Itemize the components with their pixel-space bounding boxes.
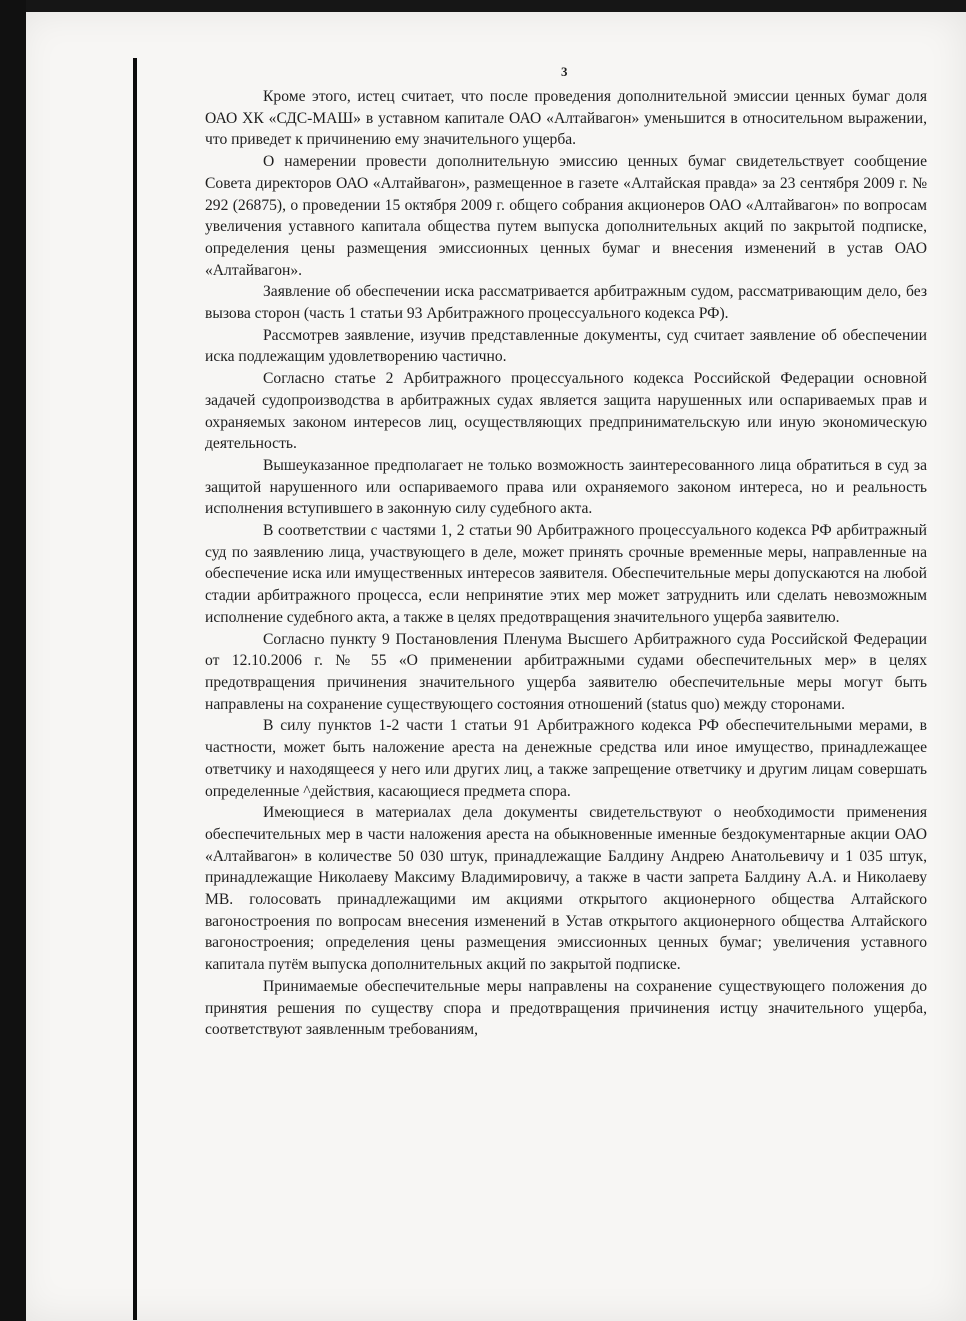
paragraph: Кроме этого, истец считает, что после проведения дополнительной эмиссии ценных бумаг доля ОАО ХК «СДС-МАШ» в уставном капитале ОАО «Алтайвагон» уменьшится в относительном выражении, что приведет к причинению ему значительного ущерба. <box>205 88 927 149</box>
paragraph: Имеющиеся в материалах дела документы свидетельствуют о необходимости применения обеспечительных мер в части наложения ареста на обыкновенные именные бездокументарные акции ОАО «Алтайвагон» в количестве 50 030 штук, принадлежащие Балдину Андрею Анатольевичу и 1 035 штук, принадлежащие Николаеву Максиму Владимировичу, а также в части запрета Балдину А.А. и Николаеву МВ. голосовать принадлежащими им акциями открытого акционерного общества Алтайского вагоностроения по вопросам внесения изменений в Устав открытого акционерного общества Алтайского вагоностроения; определения цены размещения эмиссионных ценных бумаг; увеличения уставного капитала путём выпуска дополнительных акций по закрытой подписке. <box>205 804 927 974</box>
paragraph: Вышеуказанное предполагает не только возможность заинтересованного лица обратиться в суд за защитой нарушенного или оспариваемого права или охраняемого законом интереса, но и реальность исполнения вступившего в законную силу судебного акта. <box>205 456 927 518</box>
paragraph: Принимаемые обеспечительные меры направлены на сохранение существующего положения до принятия решения по существу спора и предотвращения причинения истцу значительного ущерба, соответствуют заявленным требованиям, <box>205 977 927 1039</box>
paragraph: Согласно пункту 9 Постановления Пленума Высшего Арбитражного суда Российской Федерации от 12.10.2006 г. № 55 «О применении арбитражными судами обеспечительных мер» в целях предотвращения причинения значительного ущерба заявителю обеспечительные меры могут быть направлены на сохранение существующего состояния отношений (status quo) между сторонами. <box>205 630 927 713</box>
margin-line <box>133 58 137 1320</box>
document-body <box>205 86 927 1041</box>
scan-left-edge <box>0 0 26 1321</box>
paragraph: Согласно статье 2 Арбитражного процессуального кодекса Российской Федерации основной задачей судопроизводства в арбитражных судах является защита нарушенных или оспариваемых прав и охраняемых законом интересов лиц, осуществляющих предпринимательскую или иную экономическую деятельность. <box>205 370 927 453</box>
paragraph: В соответствии с частями 1, 2 статьи 90 Арбитражного процессуального кодекса РФ арбитражный суд по заявлению лица, участвующего в деле, может принять срочные временные меры, направленные на обеспечение иска или имущественных интересов заявителя. Обеспечительные меры допускаются на любой стадии арбитражного процесса, если непринятие этих мер может затруднить или сделать невозможным исполнение судебного акта, а также в целях предотвращения значительного ущерба заявителю. <box>205 522 927 626</box>
paragraph: Рассмотрев заявление, изучив представленные документы, суд считает заявление об обеспечении иска подлежащим удовлетворению частично. <box>205 326 927 366</box>
scan-top-edge <box>26 0 966 12</box>
page-number: 3 <box>561 64 568 79</box>
paragraph: Заявление об обеспечении иска рассматривается арбитражным судом, рассматривающим дело, без вызова сторон (часть 1 статьи 93 Арбитражного процессуального кодекса РФ). <box>205 283 927 323</box>
paragraph: О намерении провести дополнительную эмиссию ценных бумаг свидетельствует сообщение Совета директоров ОАО «Алтайвагон», размещенное в газете «Алтайская правда» за 23 сентября 2009 г. № 292 (26875), о проведении 15 октября 2009 г. общего собрания акционеров ОАО «Алтайвагон» по вопросам увеличения уставного капитала общества путем выпуска дополнительных акций по закрытой подписке, определения цены размещения эмиссионных ценных бумаг и внесения изменений в устав ОАО «Алтайвагон». <box>205 153 927 279</box>
paragraph: В силу пунктов 1-2 части 1 статьи 91 Арбитражного кодекса РФ обеспечительными мерами, в частности, может быть наложение ареста на денежные средства или иное имущество, принадлежащее ответчику и находящееся у него или других лиц, а также запрещение ответчику и другим лицам совершать определенные ^действия, касающиеся предмета спора. <box>205 717 927 800</box>
